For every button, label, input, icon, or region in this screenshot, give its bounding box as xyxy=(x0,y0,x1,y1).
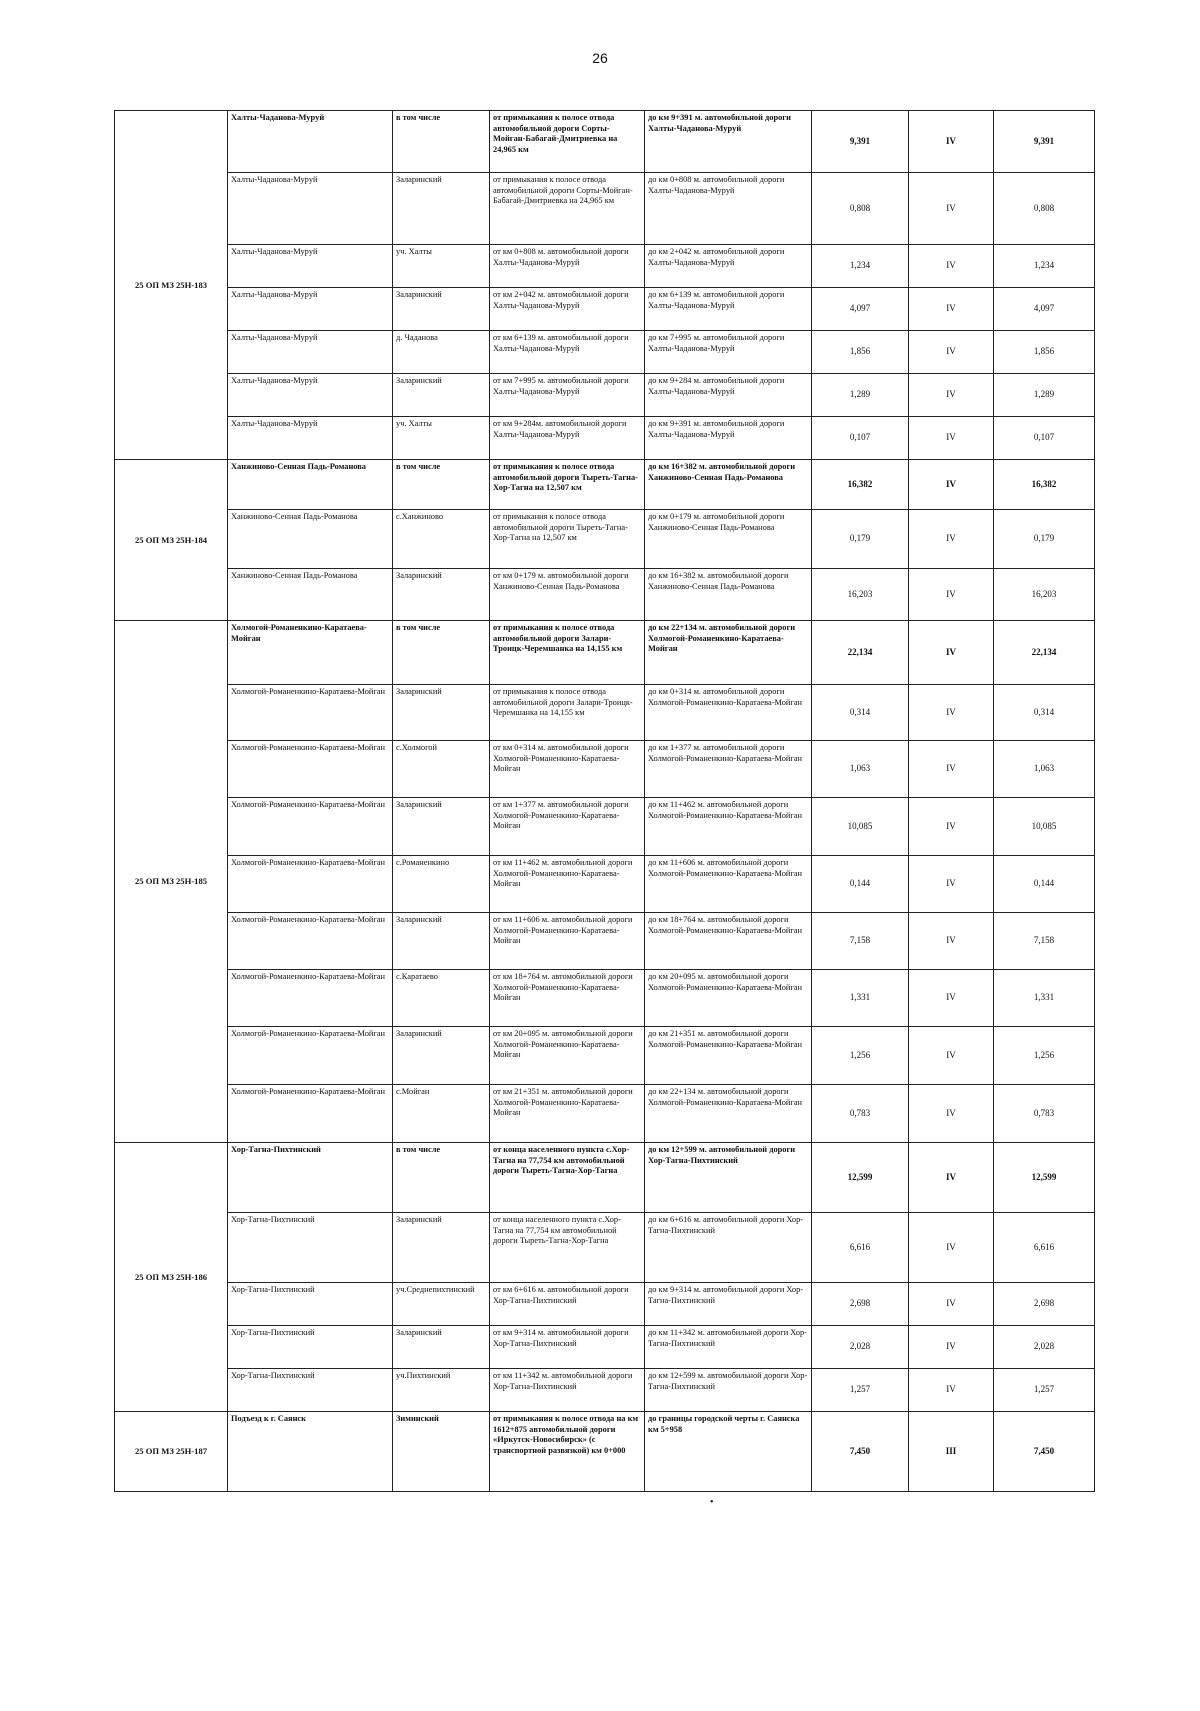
road-name-cell: Халты-Чаданова-Мурyй xyxy=(228,331,393,374)
area-cell: с.Романенкино xyxy=(393,856,490,913)
category-cell: IV xyxy=(909,685,994,741)
area-cell: уч.Среднепихтинский xyxy=(393,1283,490,1326)
table-row xyxy=(115,173,1095,245)
area-cell: в том числе xyxy=(393,111,490,173)
road-name-cell: Холмогой-Романенкино-Каратаева-Мойган xyxy=(228,913,393,970)
segment-end-cell: до км 0+179 м. автомобильной дороги Ханжиново-Сенная Падь-Романова xyxy=(645,510,812,569)
category-cell: IV xyxy=(909,288,994,331)
segment-start-cell: от км 21+351 м. автомобильной дороги Холмогой-Романенкино-Каратаева-Мойган xyxy=(490,1085,645,1143)
length-cell: 1,063 xyxy=(812,741,909,798)
segment-start-cell: от примыкания к полосе отвода автомобильной дороги Залари-Троицк-Черемшанка на 14,155 км xyxy=(490,621,645,685)
category-cell: IV xyxy=(909,741,994,798)
length-cell: 7,158 xyxy=(812,913,909,970)
area-cell: с.Каратаево xyxy=(393,970,490,1027)
table-row xyxy=(115,510,1095,569)
table-row xyxy=(115,288,1095,331)
length-cell: 2,698 xyxy=(812,1283,909,1326)
road-name-cell: Хор-Тагна-Пихтинский xyxy=(228,1213,393,1283)
segment-end-cell: до км 9+284 м. автомобильной дороги Халты-Чаданова-Мурyй xyxy=(645,374,812,417)
table-row xyxy=(115,970,1095,1027)
category-cell: IV xyxy=(909,1027,994,1085)
area-cell: Заларинский xyxy=(393,173,490,245)
segment-start-cell: от км 18+764 м. автомобильной дороги Холмогой-Романенкино-Каратаева-Мойган xyxy=(490,970,645,1027)
area-cell: Заларинский xyxy=(393,1027,490,1085)
segment-end-cell: до км 7+995 м. автомобильной дороги Халты-Чаданова-Мурyй xyxy=(645,331,812,374)
total-length-cell: 1,256 xyxy=(994,1027,1095,1085)
area-cell: с.Мойган xyxy=(393,1085,490,1143)
table-row xyxy=(115,1085,1095,1143)
total-length-cell: 0,314 xyxy=(994,685,1095,741)
road-name-cell: Хор-Тагна-Пихтинский xyxy=(228,1143,393,1213)
group-total-row xyxy=(115,1143,1095,1213)
segment-start-cell: от примыкания к полосе отвода автомобильной дороги Сорты-Мойган-Бабагай-Дмитриевка на 24,965 км xyxy=(490,111,645,173)
segment-start-cell: от км 9+284м. автомобильной дороги Халты-Чаданова-Мурyй xyxy=(490,417,645,460)
total-length-cell: 1,234 xyxy=(994,245,1095,288)
category-cell: IV xyxy=(909,111,994,173)
road-name-cell: Холмогой-Романенкино-Каратаева-Мойган xyxy=(228,741,393,798)
category-cell: IV xyxy=(909,417,994,460)
table-row xyxy=(115,798,1095,856)
table-body xyxy=(115,111,1095,1492)
segment-end-cell: до км 11+342 м. автомобильной дороги Хор-Тагна-Пихтинский xyxy=(645,1326,812,1369)
length-cell: 0,314 xyxy=(812,685,909,741)
table-row xyxy=(115,1369,1095,1412)
road-name-cell: Ханжиново-Сенная Падь-Романова xyxy=(228,510,393,569)
area-cell: Заларинский xyxy=(393,374,490,417)
area-cell: Заларинский xyxy=(393,1213,490,1283)
segment-start-cell: от примыкания к полосе отвода автомобильной дороги Сорты-Мойган-Бабагай-Дмитриевка на 24,965 км xyxy=(490,173,645,245)
segment-end-cell: до км 11+462 м. автомобильной дороги Холмогой-Романенкино-Каратаева-Мойган xyxy=(645,798,812,856)
table-row xyxy=(115,569,1095,621)
group-total-row xyxy=(115,111,1095,173)
area-cell: в том числе xyxy=(393,460,490,510)
segment-end-cell: до км 2+042 м. автомобильной дороги Халты-Чаданова-Мурyй xyxy=(645,245,812,288)
category-cell: IV xyxy=(909,798,994,856)
category-cell: IV xyxy=(909,331,994,374)
length-cell: 10,085 xyxy=(812,798,909,856)
total-length-cell: 1,289 xyxy=(994,374,1095,417)
length-cell: 1,856 xyxy=(812,331,909,374)
segment-end-cell: до км 16+382 м. автомобильной дороги Ханжиново-Сенная Падь-Романова xyxy=(645,569,812,621)
road-name-cell: Халты-Чаданова-Мурyй xyxy=(228,173,393,245)
road-name-cell: Халты-Чаданова-Мурyй xyxy=(228,288,393,331)
road-name-cell: Хор-Тагна-Пихтинский xyxy=(228,1326,393,1369)
segment-start-cell: от км 0+808 м. автомобильной дороги Халты-Чаданова-Мурyй xyxy=(490,245,645,288)
road-code-cell: 25 ОП МЗ 25Н-183 xyxy=(115,111,228,460)
roads-table xyxy=(114,110,1095,1492)
segment-start-cell: от км 0+314 м. автомобильной дороги Холмогой-Романенкино-Каратаева-Мойган xyxy=(490,741,645,798)
category-cell: IV xyxy=(909,460,994,510)
road-code-cell: 25 ОП МЗ 25Н-186 xyxy=(115,1143,228,1412)
length-cell: 0,808 xyxy=(812,173,909,245)
table-row xyxy=(115,331,1095,374)
length-cell: 16,203 xyxy=(812,569,909,621)
road-code-cell: 25 ОП МЗ 25Н-185 xyxy=(115,621,228,1143)
road-code-cell: 25 ОП МЗ 25Н-187 xyxy=(115,1412,228,1492)
road-name-cell: Ханжиново-Сенная Падь-Романова xyxy=(228,460,393,510)
category-cell: IV xyxy=(909,1213,994,1283)
category-cell: III xyxy=(909,1412,994,1492)
category-cell: IV xyxy=(909,1369,994,1412)
segment-start-cell: от км 6+616 м. автомобильной дороги Хор-Тагна-Пихтинский xyxy=(490,1283,645,1326)
road-name-cell: Холмогой-Романенкино-Каратаева-Мойган xyxy=(228,798,393,856)
area-cell: Зиминский xyxy=(393,1412,490,1492)
category-cell: IV xyxy=(909,1283,994,1326)
length-cell: 0,107 xyxy=(812,417,909,460)
segment-end-cell: до км 21+351 м. автомобильной дороги Холмогой-Романенкино-Каратаева-Мойган xyxy=(645,1027,812,1085)
page-number: 26 xyxy=(592,50,608,66)
segment-end-cell: до км 9+314 м. автомобильной дороги Хор-Тагна-Пихтинский xyxy=(645,1283,812,1326)
length-cell: 0,179 xyxy=(812,510,909,569)
segment-start-cell: от км 20+095 м. автомобильной дороги Холмогой-Романенкино-Каратаева-Мойган xyxy=(490,1027,645,1085)
segment-start-cell: от примыкания к полосе отвода автомобильной дороги Тыреть-Тагна-Хор-Тагна на 12,507 км xyxy=(490,460,645,510)
road-name-cell: Ханжиново-Сенная Падь-Романова xyxy=(228,569,393,621)
total-length-cell: 0,107 xyxy=(994,417,1095,460)
segment-end-cell: до км 12+599 м. автомобильной дороги Хор-Тагна-Пихтинский xyxy=(645,1369,812,1412)
segment-end-cell: до км 22+134 м. автомобильной дороги Холмогой-Романенкино-Каратаева-Мойган xyxy=(645,1085,812,1143)
segment-end-cell: до границы городской черты г. Саянска км 5+958 xyxy=(645,1412,812,1492)
table-row xyxy=(115,374,1095,417)
category-cell: IV xyxy=(909,913,994,970)
length-cell: 22,134 xyxy=(812,621,909,685)
total-length-cell: 0,783 xyxy=(994,1085,1095,1143)
table-row xyxy=(115,685,1095,741)
segment-start-cell: от км 0+179 м. автомобильной дороги Ханжиново-Сенная Падь-Романова xyxy=(490,569,645,621)
area-cell: уч. Халты xyxy=(393,417,490,460)
total-length-cell: 6,616 xyxy=(994,1213,1095,1283)
area-cell: с.Ханжиново xyxy=(393,510,490,569)
road-name-cell: Халты-Чаданова-Мурyй xyxy=(228,374,393,417)
length-cell: 16,382 xyxy=(812,460,909,510)
road-name-cell: Холмогой-Романенкино-Каратаева-Мойган xyxy=(228,685,393,741)
road-name-cell: Холмогой-Романенкино-Каратаева-Мойган xyxy=(228,970,393,1027)
total-length-cell: 10,085 xyxy=(994,798,1095,856)
segment-end-cell: до км 20+095 м. автомобильной дороги Холмогой-Романенкино-Каратаева-Мойган xyxy=(645,970,812,1027)
table-row xyxy=(115,856,1095,913)
table-row xyxy=(115,1326,1095,1369)
total-length-cell: 16,382 xyxy=(994,460,1095,510)
table-row xyxy=(115,1027,1095,1085)
segment-start-cell: от км 11+462 м. автомобильной дороги Холмогой-Романенкино-Каратаева-Мойган xyxy=(490,856,645,913)
segment-end-cell: до км 12+599 м. автомобильной дороги Хор-Тагна-Пихтинский xyxy=(645,1143,812,1213)
segment-end-cell: до км 6+616 м. автомобильной дороги Хор-Тагна-Пихтинский xyxy=(645,1213,812,1283)
total-length-cell: 0,808 xyxy=(994,173,1095,245)
total-length-cell: 22,134 xyxy=(994,621,1095,685)
total-length-cell: 7,158 xyxy=(994,913,1095,970)
length-cell: 9,391 xyxy=(812,111,909,173)
road-name-cell: Халты-Чаданова-Мурyй xyxy=(228,245,393,288)
area-cell: д. Чаданова xyxy=(393,331,490,374)
segment-start-cell: от км 2+042 м. автомобильной дороги Халты-Чаданова-Мурyй xyxy=(490,288,645,331)
segment-start-cell: от км 7+995 м. автомобильной дороги Халты-Чаданова-Мурyй xyxy=(490,374,645,417)
road-name-cell: Холмогой-Романенкино-Каратаева-Мойган xyxy=(228,856,393,913)
total-length-cell: 1,856 xyxy=(994,331,1095,374)
road-name-cell: Хор-Тагна-Пихтинский xyxy=(228,1369,393,1412)
road-name-cell: Холмогой-Романенкино-Каратаева-Мойган xyxy=(228,1085,393,1143)
length-cell: 4,097 xyxy=(812,288,909,331)
segment-end-cell: до км 6+139 м. автомобильной дороги Халты-Чаданова-Мурyй xyxy=(645,288,812,331)
table-row xyxy=(115,1283,1095,1326)
total-length-cell: 2,028 xyxy=(994,1326,1095,1369)
area-cell: с.Холмогой xyxy=(393,741,490,798)
length-cell: 1,234 xyxy=(812,245,909,288)
area-cell: уч.Пихтинский xyxy=(393,1369,490,1412)
segment-end-cell: до км 22+134 м. автомобильной дороги Холмогой-Романенкино-Каратаева-Мойган xyxy=(645,621,812,685)
road-name-cell: Подъезд к г. Саянск xyxy=(228,1412,393,1492)
road-name-cell: Халты-Чаданова-Мурyй xyxy=(228,111,393,173)
total-length-cell: 1,063 xyxy=(994,741,1095,798)
area-cell: Заларинский xyxy=(393,798,490,856)
category-cell: IV xyxy=(909,621,994,685)
segment-end-cell: до км 0+314 м. автомобильной дороги Холмогой-Романенкино-Каратаева-Мойган xyxy=(645,685,812,741)
segment-start-cell: от км 6+139 м. автомобильной дороги Халты-Чаданова-Мурyй xyxy=(490,331,645,374)
area-cell: Заларинский xyxy=(393,1326,490,1369)
total-length-cell: 12,599 xyxy=(994,1143,1095,1213)
category-cell: IV xyxy=(909,1326,994,1369)
total-length-cell: 1,331 xyxy=(994,970,1095,1027)
length-cell: 2,028 xyxy=(812,1326,909,1369)
total-length-cell: 4,097 xyxy=(994,288,1095,331)
road-code-cell: 25 ОП МЗ 25Н-184 xyxy=(115,460,228,621)
table-row xyxy=(115,913,1095,970)
length-cell: 12,599 xyxy=(812,1143,909,1213)
road-name-cell: Холмогой-Романенкино-Каратаева-Мойган xyxy=(228,621,393,685)
area-cell: уч. Халты xyxy=(393,245,490,288)
segment-end-cell: до км 16+382 м. автомобильной дороги Ханжиново-Сенная Падь-Романова xyxy=(645,460,812,510)
segment-start-cell: от конца населенного пункта с.Хор-Тагна на 77,754 км автомобильной дороги Тыреть-Тагна-Хор-Тагна xyxy=(490,1143,645,1213)
category-cell: IV xyxy=(909,970,994,1027)
area-cell: в том числе xyxy=(393,1143,490,1213)
total-length-cell: 0,144 xyxy=(994,856,1095,913)
length-cell: 0,144 xyxy=(812,856,909,913)
category-cell: IV xyxy=(909,856,994,913)
area-cell: Заларинский xyxy=(393,288,490,331)
length-cell: 0,783 xyxy=(812,1085,909,1143)
segment-end-cell: до км 11+606 м. автомобильной дороги Холмогой-Романенкино-Каратаева-Мойган xyxy=(645,856,812,913)
segment-start-cell: от примыкания к полосе отвода на км 1612+875 автомобильной дороги «Иркутск-Новосибирск» (с транспортной развязкой) км 0+000 xyxy=(490,1412,645,1492)
area-cell: Заларинский xyxy=(393,913,490,970)
category-cell: IV xyxy=(909,1085,994,1143)
total-length-cell: 2,698 xyxy=(994,1283,1095,1326)
area-cell: Заларинский xyxy=(393,569,490,621)
segment-end-cell: до км 1+377 м. автомобильной дороги Холмогой-Романенкино-Каратаева-Мойган xyxy=(645,741,812,798)
table-row xyxy=(115,417,1095,460)
category-cell: IV xyxy=(909,374,994,417)
category-cell: IV xyxy=(909,510,994,569)
segment-end-cell: до км 0+808 м. автомобильной дороги Халты-Чаданова-Мурyй xyxy=(645,173,812,245)
group-total-row xyxy=(115,1412,1095,1492)
segment-end-cell: до км 9+391 м. автомобильной дороги Халты-Чаданова-Мурyй xyxy=(645,111,812,173)
table-row xyxy=(115,245,1095,288)
road-name-cell: Халты-Чаданова-Мурyй xyxy=(228,417,393,460)
stray-dot: • xyxy=(710,1497,714,1508)
category-cell: IV xyxy=(909,173,994,245)
table-row xyxy=(115,1213,1095,1283)
segment-start-cell: от км 1+377 м. автомобильной дороги Холмогой-Романенкино-Каратаева-Мойган xyxy=(490,798,645,856)
length-cell: 7,450 xyxy=(812,1412,909,1492)
table-row xyxy=(115,741,1095,798)
category-cell: IV xyxy=(909,1143,994,1213)
total-length-cell: 16,203 xyxy=(994,569,1095,621)
total-length-cell: 1,257 xyxy=(994,1369,1095,1412)
category-cell: IV xyxy=(909,245,994,288)
length-cell: 1,289 xyxy=(812,374,909,417)
total-length-cell: 0,179 xyxy=(994,510,1095,569)
road-name-cell: Хор-Тагна-Пихтинский xyxy=(228,1283,393,1326)
total-length-cell: 9,391 xyxy=(994,111,1095,173)
length-cell: 6,616 xyxy=(812,1213,909,1283)
length-cell: 1,256 xyxy=(812,1027,909,1085)
segment-end-cell: до км 9+391 м. автомобильной дороги Халты-Чаданова-Мурyй xyxy=(645,417,812,460)
segment-start-cell: от примыкания к полосе отвода автомобильной дороги Тыреть-Тагна-Хор-Тагна на 12,507 км xyxy=(490,510,645,569)
length-cell: 1,331 xyxy=(812,970,909,1027)
segment-start-cell: от конца населенного пункта с.Хор-Тагна на 77,754 км автомобильной дороги Тыреть-Тагна-Хор-Тагна xyxy=(490,1213,645,1283)
segment-start-cell: от км 9+314 м. автомобильной дороги Хор-Тагна-Пихтинский xyxy=(490,1326,645,1369)
group-total-row xyxy=(115,460,1095,510)
area-cell: Заларинский xyxy=(393,685,490,741)
segment-end-cell: до км 18+764 м. автомобильной дороги Холмогой-Романенкино-Каратаева-Мойган xyxy=(645,913,812,970)
segment-start-cell: от км 11+342 м. автомобильной дороги Хор-Тагна-Пихтинский xyxy=(490,1369,645,1412)
road-name-cell: Холмогой-Романенкино-Каратаева-Мойган xyxy=(228,1027,393,1085)
length-cell: 1,257 xyxy=(812,1369,909,1412)
total-length-cell: 7,450 xyxy=(994,1412,1095,1492)
area-cell: в том числе xyxy=(393,621,490,685)
category-cell: IV xyxy=(909,569,994,621)
segment-start-cell: от примыкания к полосе отвода автомобильной дороги Залари-Троицк-Черемшанка на 14,155 км xyxy=(490,685,645,741)
group-total-row xyxy=(115,621,1095,685)
segment-start-cell: от км 11+606 м. автомобильной дороги Холмогой-Романенкино-Каратаева-Мойган xyxy=(490,913,645,970)
